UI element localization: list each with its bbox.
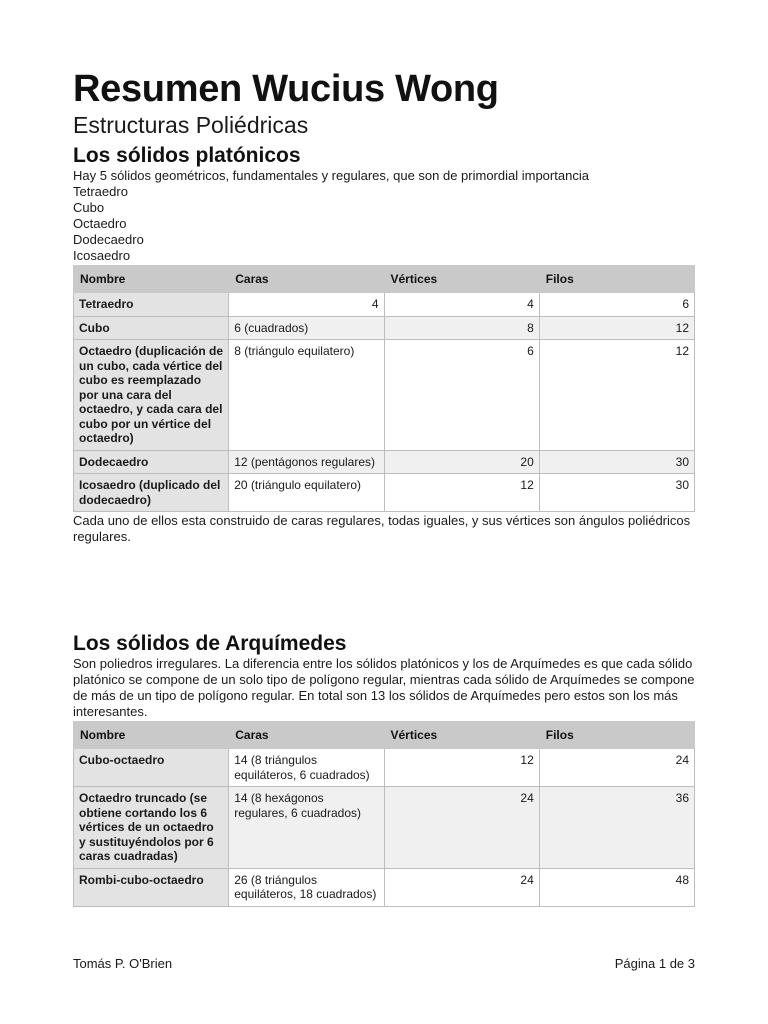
cell-vertices: 12: [384, 474, 539, 512]
cell-filos: 12: [539, 340, 694, 451]
list-item: Dodecaedro: [73, 232, 144, 247]
column-header-vertices: Vértices: [384, 722, 539, 749]
cell-filos: 30: [539, 450, 694, 474]
list-item: Icosaedro: [73, 248, 131, 263]
table-row: [74, 474, 695, 512]
list-item: Cubo: [73, 200, 105, 215]
archimedean-solids-table: [73, 721, 695, 907]
cell-nombre: Icosaedro (duplicado del dodecaedro): [74, 474, 229, 512]
cell-nombre: Rombi-cubo-octaedro: [74, 868, 229, 906]
section-intro: Son poliedros irregulares. La diferencia entre los sólidos platónicos y los de Arquímedes es que cada sólido platónico se compone de un solo tipo de polígono regular, mientras cada sólido de Arquímedes se compone de más de un tipo de polígono regular. En total son 13 los sólidos de Arquímedes pero estos son los más interesantes.: [73, 656, 695, 719]
footer-page-number: Página 1 de 3: [614, 956, 695, 971]
column-header-filos: Filos: [539, 722, 694, 749]
table-header-row: [74, 266, 695, 293]
cell-vertices: 24: [384, 787, 539, 869]
cell-filos: 24: [539, 749, 694, 787]
cell-nombre: Octaedro (duplicación de un cubo, cada vértice del cubo es reemplazado por una cara del octaedro, y cada cara del cubo por un vértice del octaedro): [74, 340, 229, 451]
section-heading: Los sólidos de Arquímedes: [73, 632, 347, 655]
section-heading: Los sólidos platónicos: [73, 144, 301, 167]
cell-caras: 4: [229, 293, 384, 317]
footer-author: Tomás P. O'Brien: [73, 956, 173, 971]
section-archimedean-solids: [73, 632, 695, 907]
table-row: [74, 340, 695, 451]
platonic-solids-table: [73, 265, 695, 512]
cell-vertices: 20: [384, 450, 539, 474]
page-footer: [73, 956, 695, 971]
cell-vertices: 8: [384, 316, 539, 340]
cell-filos: 48: [539, 868, 694, 906]
table-row: [74, 316, 695, 340]
table-row: [74, 787, 695, 869]
section-platonic-solids: [73, 144, 695, 545]
table-header-row: [74, 722, 695, 749]
cell-vertices: 12: [384, 749, 539, 787]
cell-nombre: Dodecaedro: [74, 450, 229, 474]
cell-filos: 12: [539, 316, 694, 340]
document-title: Resumen Wucius Wong: [73, 68, 499, 110]
cell-caras: 12 (pentágonos regulares): [229, 450, 384, 474]
section-intro: Hay 5 sólidos geométricos, fundamentales y regulares, que son de primordial importancia: [73, 168, 589, 183]
column-header-filos: Filos: [539, 266, 694, 293]
cell-filos: 36: [539, 787, 694, 869]
column-header-caras: Caras: [229, 722, 384, 749]
cell-caras: 8 (triángulo equilatero): [229, 340, 384, 451]
cell-caras: 26 (8 triángulos equiláteros, 18 cuadrados): [229, 868, 384, 906]
section-outro: Cada uno de ellos esta construido de caras regulares, todas iguales, y sus vértices son ángulos poliédricos regulares.: [73, 513, 691, 544]
column-header-vertices: Vértices: [384, 266, 539, 293]
cell-nombre: Cubo: [74, 316, 229, 340]
table-row: [74, 293, 695, 317]
cell-caras: 6 (cuadrados): [229, 316, 384, 340]
cell-nombre: Cubo-octaedro: [74, 749, 229, 787]
list-item: Tetraedro: [73, 184, 128, 199]
list-item: Octaedro: [73, 216, 127, 231]
cell-nombre: Tetraedro: [74, 293, 229, 317]
cell-vertices: 4: [384, 293, 539, 317]
table-row: [74, 450, 695, 474]
cell-vertices: 24: [384, 868, 539, 906]
cell-filos: 30: [539, 474, 694, 512]
cell-caras: 20 (triángulo equilatero): [229, 474, 384, 512]
document-subtitle: Estructuras Poliédricas: [73, 112, 309, 138]
cell-vertices: 6: [384, 340, 539, 451]
table-row: [74, 749, 695, 787]
column-header-caras: Caras: [229, 266, 384, 293]
cell-filos: 6: [539, 293, 694, 317]
column-header-nombre: Nombre: [74, 266, 229, 293]
solids-list: [73, 184, 695, 264]
cell-nombre: Octaedro truncado (se obtiene cortando los 6 vértices de un octaedro y sustituyéndolos por 6 caras cuadradas): [74, 787, 229, 869]
cell-caras: 14 (8 triángulos equiláteros, 6 cuadrados): [229, 749, 384, 787]
table-row: [74, 868, 695, 906]
cell-caras: 14 (8 hexágonos regulares, 6 cuadrados): [229, 787, 384, 869]
column-header-nombre: Nombre: [74, 722, 229, 749]
